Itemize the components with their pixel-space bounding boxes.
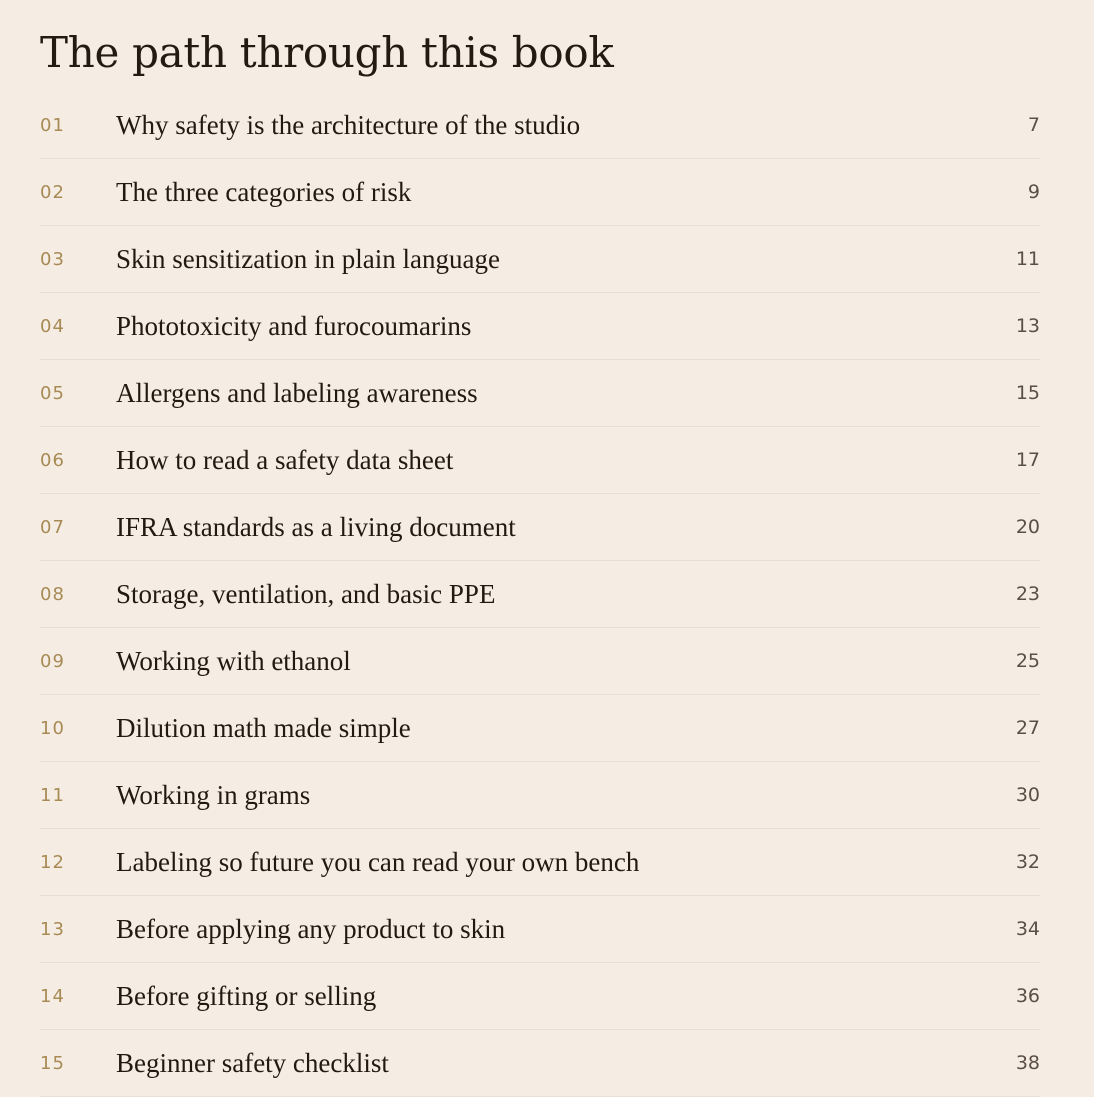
page-number: 13 [1015, 315, 1040, 337]
chapter-title: How to read a safety data sheet [116, 444, 454, 475]
chapter-title: Why safety is the architecture of the studio [116, 109, 581, 140]
page-number: 38 [1015, 1052, 1040, 1074]
chapter-title: Phototoxicity and furocoumarins [116, 310, 472, 341]
page-number: 34 [1015, 918, 1040, 940]
page-number: 32 [1015, 851, 1040, 873]
chapter-title: The three categories of risk [116, 176, 412, 207]
page-number: 17 [1015, 449, 1040, 471]
page-number: 15 [1015, 382, 1040, 404]
chapter-title: Beginner safety checklist [116, 1047, 389, 1078]
toc-entry[interactable] [40, 360, 1040, 427]
chapter-number: 10 [40, 717, 65, 739]
page-number: 20 [1015, 516, 1040, 538]
chapter-title: Working with ethanol [116, 645, 351, 676]
chapter-title: Before gifting or selling [116, 980, 377, 1011]
chapter-title: Working in grams [116, 779, 311, 810]
chapter-title: Before applying any product to skin [116, 913, 506, 944]
toc-entry[interactable] [40, 695, 1040, 762]
toc-entry[interactable] [40, 293, 1040, 360]
chapter-number: 15 [40, 1052, 65, 1074]
chapter-number: 04 [40, 315, 65, 337]
chapter-number: 02 [40, 181, 65, 203]
page-number: 11 [1015, 248, 1040, 270]
chapter-number: 03 [40, 248, 65, 270]
chapter-number: 13 [40, 918, 65, 940]
page-number: 7 [1027, 114, 1040, 136]
toc-entry[interactable] [40, 427, 1040, 494]
toc-entry[interactable] [40, 92, 1040, 159]
chapter-number: 05 [40, 382, 65, 404]
chapter-number: 12 [40, 851, 65, 873]
page-number: 9 [1027, 181, 1040, 203]
chapter-title: Labeling so future you can read your own bench [116, 846, 640, 877]
toc-entry[interactable] [40, 494, 1040, 561]
chapter-number: 11 [40, 784, 65, 806]
chapter-number: 09 [40, 650, 65, 672]
toc-entry[interactable] [40, 762, 1040, 829]
chapter-number: 08 [40, 583, 65, 605]
chapter-title: Dilution math made simple [116, 712, 411, 743]
toc-entry[interactable] [40, 628, 1040, 695]
chapter-number: 01 [40, 114, 65, 136]
toc-entry[interactable] [40, 561, 1040, 628]
chapter-title: Skin sensitization in plain language [116, 243, 500, 274]
toc-entry[interactable] [40, 226, 1040, 293]
chapter-title: Storage, ventilation, and basic PPE [116, 578, 496, 609]
toc-entry[interactable] [40, 829, 1040, 896]
page-number: 23 [1015, 583, 1040, 605]
page-number: 30 [1015, 784, 1040, 806]
toc-list [40, 92, 1040, 1097]
toc-entry[interactable] [40, 963, 1040, 1030]
page-number: 36 [1015, 985, 1040, 1007]
chapter-title: Allergens and labeling awareness [116, 377, 478, 408]
toc-entry[interactable] [40, 1030, 1040, 1097]
chapter-number: 06 [40, 449, 65, 471]
page-number: 25 [1015, 650, 1040, 672]
toc-entry[interactable] [40, 159, 1040, 226]
page-title: The path through this book [40, 28, 614, 77]
chapter-number: 07 [40, 516, 65, 538]
toc-entry[interactable] [40, 896, 1040, 963]
chapter-number: 14 [40, 985, 65, 1007]
page-number: 27 [1015, 717, 1040, 739]
chapter-title: IFRA standards as a living document [116, 511, 516, 542]
